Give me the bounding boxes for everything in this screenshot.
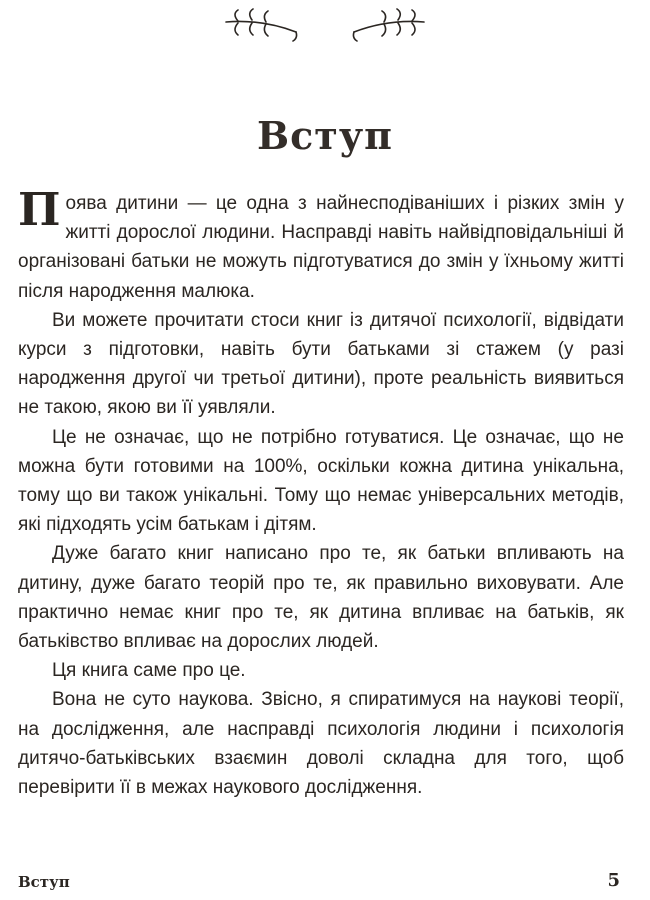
paragraph-1-text: оява дитини — це одна з найнесподіваніших і різких змін у житті дорослої людини. Насправді навіть найвідповідальніші й організовані батьки не можуть підготуватися до змін у їхньому житті після народження малюка. <box>18 193 624 302</box>
paragraph-2: Ви можете прочитати стоси книг із дитячої психології, відвідати курси з підготовки, навіть бути батьками зі стажем (у разі народження другої чи третьої дитини), проте реальність виявиться не такою, якою ви її уявляли. <box>18 309 624 419</box>
leaf-branch-ornament-icon <box>0 8 650 42</box>
paragraph-1 <box>18 183 624 306</box>
page-number: 5 <box>607 870 620 891</box>
running-title: Вступ <box>18 873 70 891</box>
paragraph-3: Це не означає, що не потрібно готуватися. Це означає, що не можна бути готовими на 100%, оскільки кожна дитина унікальна, тому що ви також унікальні. Тому що немає універсальних методів, які підходять усім батькам і дітям. <box>18 426 624 536</box>
chapter-body <box>18 183 624 802</box>
paragraph-5: Ця книга саме про це. <box>52 660 246 682</box>
drop-cap: П <box>18 183 61 236</box>
paragraph-6: Вона не суто наукова. Звісно, я спиратимуся на наукові теорії, на дослідження, але насправді психологія людини і психологія дитячо-батьківських взаємин доволі складна для того, щоб перевірити її в межах наукового дослідження. <box>18 689 624 799</box>
paragraph-4: Дуже багато книг написано про те, як батьки впливають на дитину, дуже багато теорій про те, як правильно виховувати. Але практично немає книг про те, як дитина впливає на батьків, як батьківство впливає на дорослих людей. <box>18 543 624 653</box>
chapter-title: Вступ <box>257 113 393 159</box>
